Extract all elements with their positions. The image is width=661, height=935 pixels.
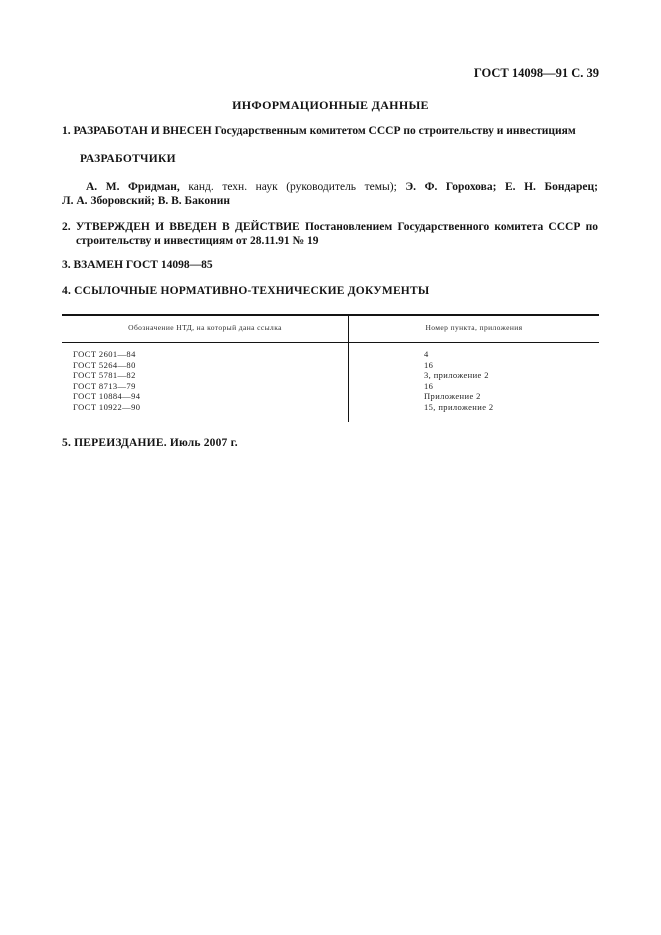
table-cell: 15, приложение 2 bbox=[424, 401, 494, 412]
table-cell: 3, приложение 2 bbox=[424, 370, 489, 381]
developers-list bbox=[62, 180, 598, 208]
section-replaces: 3. ВЗАМЕН ГОСТ 14098—85 bbox=[62, 259, 213, 271]
table-column-clauses bbox=[424, 349, 494, 413]
table-cell: 16 bbox=[424, 359, 434, 370]
table-header-divider bbox=[62, 342, 599, 343]
developer-names-2: Э. Ф. Горохова; Е. Н. Бондарец; bbox=[405, 181, 598, 193]
table-cell: ГОСТ 8713—79 bbox=[73, 380, 136, 391]
table-top-border bbox=[62, 314, 599, 316]
table-cell: ГОСТ 10884—94 bbox=[73, 391, 141, 402]
document-title: ИНФОРМАЦИОННЫЕ ДАННЫЕ bbox=[232, 98, 429, 112]
table-cell: ГОСТ 2601—84 bbox=[73, 349, 136, 359]
developer-role-1: канд. техн. наук (руководитель темы); bbox=[179, 181, 406, 193]
section-reissue: 5. ПЕРЕИЗДАНИЕ. Июль 2007 г. bbox=[62, 437, 238, 449]
table-cell: ГОСТ 10922—90 bbox=[73, 401, 141, 412]
table-cell: Приложение 2 bbox=[424, 391, 481, 402]
table-header-clause: Номер пункта, приложения bbox=[425, 323, 523, 332]
section-approved-line-1: 2. УТВЕРЖДЕН И ВВЕДЕН В ДЕЙСТВИЕ Постановлением Государственного комитета СССР по bbox=[62, 221, 598, 233]
developer-name-1: А. М. Фридман, bbox=[86, 181, 180, 193]
table-cell: ГОСТ 5781—82 bbox=[73, 370, 136, 381]
section-references: 4. ССЫЛОЧНЫЕ НОРМАТИВНО-ТЕХНИЧЕСКИЕ ДОКУМЕНТЫ bbox=[62, 285, 430, 297]
table-column-documents bbox=[73, 349, 140, 413]
developers-heading: РАЗРАБОТЧИКИ bbox=[80, 153, 176, 165]
section-developed-by: 1. РАЗРАБОТАН И ВНЕСЕН Государственным комитетом СССР по строительству и инвестициям bbox=[62, 125, 576, 137]
page-header: ГОСТ 14098—91 С. 39 bbox=[473, 66, 599, 80]
developers-line-1 bbox=[62, 180, 598, 194]
section-approved-line-2: строительству и инвестициям от 28.11.91 № 19 bbox=[76, 235, 319, 247]
section-approved bbox=[62, 220, 598, 248]
table-cell: 16 bbox=[424, 380, 434, 391]
developers-line-2: Л. А. Зборовский; В. В. Баконин bbox=[62, 195, 230, 207]
table-header-document: Обозначение НТД, на который дана ссылка bbox=[128, 323, 282, 332]
table-cell: ГОСТ 5264—80 bbox=[73, 359, 136, 370]
table-cell: 4 bbox=[424, 349, 429, 359]
